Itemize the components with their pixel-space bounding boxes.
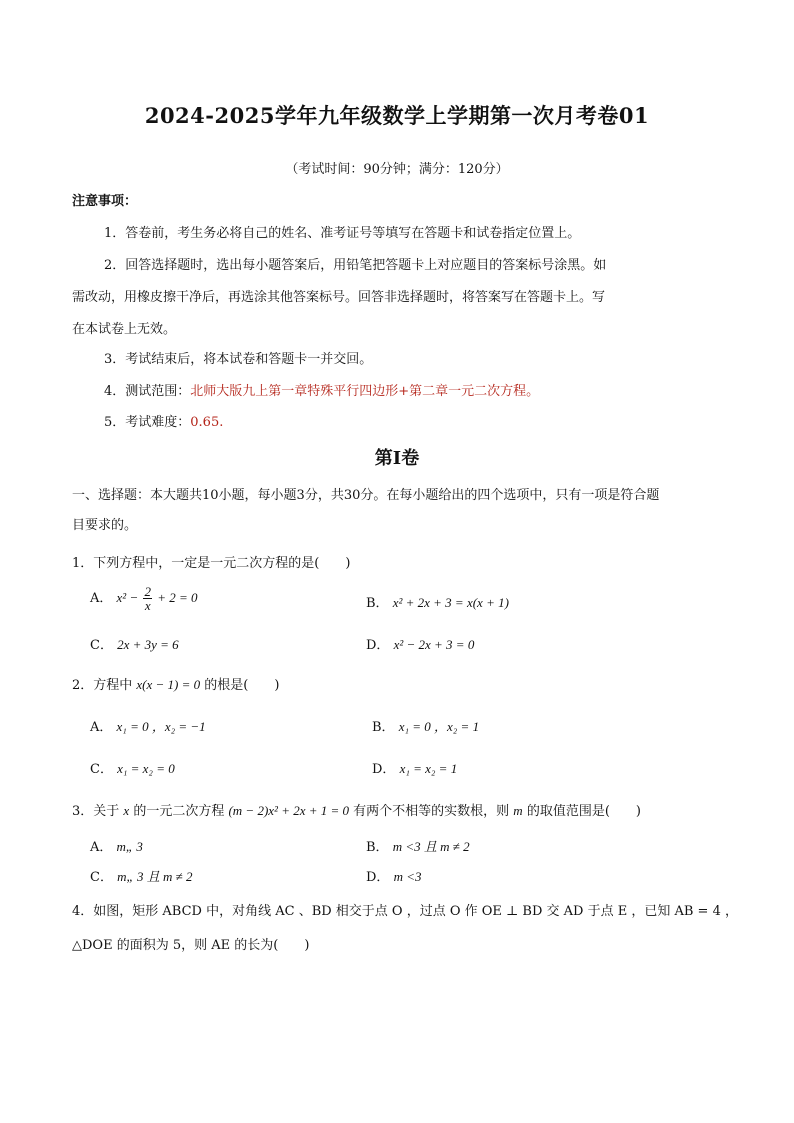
q2-stem-equation: x(x − 1) = 0: [136, 677, 201, 692]
q4-stem-line-2: △DOE 的面积为 5，则 AE 的长为( ): [72, 938, 310, 953]
q2-a-text: x₁ = 0 ，x₂ = −1: [116, 719, 206, 734]
q2-option-c: [90, 758, 175, 777]
q1-a-fraction: [143, 585, 152, 612]
q1-d-label: D．: [366, 638, 390, 653]
q2-stem-post: 的根是( ): [200, 678, 280, 693]
q2-option-a: [90, 716, 206, 735]
q1-a-denominator: x: [144, 598, 151, 613]
q1-d-text: x² − 2x + 3 = 0: [393, 637, 475, 652]
q2-d-label: D．: [372, 762, 396, 777]
q4-stem-line-1: 4．如图，矩形 ABCD 中，对角线 AC 、BD 相交于点 O ，过点 O 作 OE ⊥ BD 交 AD 于点 E ，已知 AB = 4 ，: [72, 904, 738, 919]
q3-c-text: m„ 3 且 m ≠ 2: [117, 869, 193, 884]
q3-stem-post: 有两个不相等的实数根，则: [349, 804, 514, 819]
q1-option-a: [90, 585, 198, 612]
test-scope: 北师大版九上第一章特殊平行四边形+第二章一元二次方程。: [190, 384, 540, 399]
q3-c-label: C．: [90, 870, 113, 885]
notice-item-4: [104, 380, 539, 399]
q3-stem-m: m: [513, 803, 523, 818]
notice-item-4-prefix: 4．测试范围：: [104, 384, 191, 399]
exam-info: （考试时间：90分钟；满分：120分）: [285, 162, 509, 177]
page-title: 2024-2025学年九年级数学上学期第一次月考卷01: [144, 103, 650, 128]
q3-option-a: [90, 836, 143, 855]
notice-item-5: [104, 411, 223, 430]
q3-stem-mid: 的一元二次方程: [129, 804, 229, 819]
q2-option-d: [372, 758, 457, 777]
q2-d-text: x₁ = x₂ = 1: [399, 761, 458, 776]
difficulty-value: 0.65.: [190, 415, 224, 430]
q1-a-pre: x² −: [116, 590, 142, 605]
q1-stem: 1．下列方程中，一定是一元二次方程的是( ): [72, 556, 351, 571]
q1-a-label: A．: [90, 591, 113, 606]
notice-item-2-line-1: 2．回答选择题时，选出每小题答案后，用铅笔把答题卡上对应题目的答案标号涂黑。如: [104, 258, 607, 273]
q2-b-text: x₁ = 0 ，x₂ = 1: [398, 719, 480, 734]
choice-instructions-line-2: 目要求的。: [72, 518, 138, 533]
q3-stem-pre: 3．关于: [72, 804, 124, 819]
q2-stem: [72, 674, 279, 693]
q3-a-label: A．: [90, 840, 113, 855]
q1-c-text: 2x + 3y = 6: [117, 637, 179, 652]
section-title: 第Ⅰ卷: [374, 448, 420, 469]
q3-option-b: [366, 836, 470, 855]
q3-stem: [72, 800, 641, 819]
q3-b-label: B．: [366, 840, 389, 855]
q3-d-text: m <3: [393, 869, 422, 884]
q1-c-label: C．: [90, 638, 113, 653]
q1-b-label: B．: [366, 596, 389, 611]
notice-item-5-prefix: 5．考试难度：: [104, 415, 191, 430]
choice-instructions-line-1: 一、选择题：本大题共10小题，每小题3分，共30分。在每小题给出的四个选项中，只有一项是符合题: [72, 488, 660, 503]
q1-b-text: x² + 2x + 3 = x(x + 1): [392, 595, 509, 610]
q2-a-label: A．: [90, 720, 113, 735]
q3-stem-x: x: [123, 803, 130, 818]
q3-option-d: [366, 866, 422, 885]
q2-option-b: [372, 716, 479, 735]
q2-c-text: x₁ = x₂ = 0: [117, 761, 175, 776]
notice-item-3: 3．考试结束后，将本试卷和答题卡一并交回。: [104, 352, 373, 367]
q3-stem-end: 的取值范围是( ): [522, 804, 641, 819]
q3-b-text: m <3 且 m ≠ 2: [392, 839, 470, 854]
q3-stem-equation: (m − 2)x² + 2x + 1 = 0: [228, 803, 350, 818]
notice-item-2-line-2: 需改动，用橡皮擦干净后，再选涂其他答案标号。回答非选择题时，将答案写在答题卡上。写: [72, 290, 606, 305]
q1-a-numerator: 2: [144, 584, 151, 599]
q3-a-text: m„ 3: [116, 839, 143, 854]
notice-heading: 注意事项：: [72, 194, 138, 209]
q2-stem-pre: 2．方程中: [72, 678, 137, 693]
notice-item-2-line-3: 在本试卷上无效。: [72, 322, 177, 337]
q3-d-label: D．: [366, 870, 390, 885]
q1-option-b: [366, 592, 509, 611]
q2-b-label: B．: [372, 720, 395, 735]
q1-option-d: [366, 634, 474, 653]
notice-item-1: 1．答卷前，考生务必将自己的姓名、准考证号等填写在答题卡和试卷指定位置上。: [104, 226, 581, 241]
q1-a-post: + 2 = 0: [153, 590, 198, 605]
q2-c-label: C．: [90, 762, 113, 777]
q1-option-c: [90, 634, 179, 653]
q3-option-c: [90, 866, 193, 885]
